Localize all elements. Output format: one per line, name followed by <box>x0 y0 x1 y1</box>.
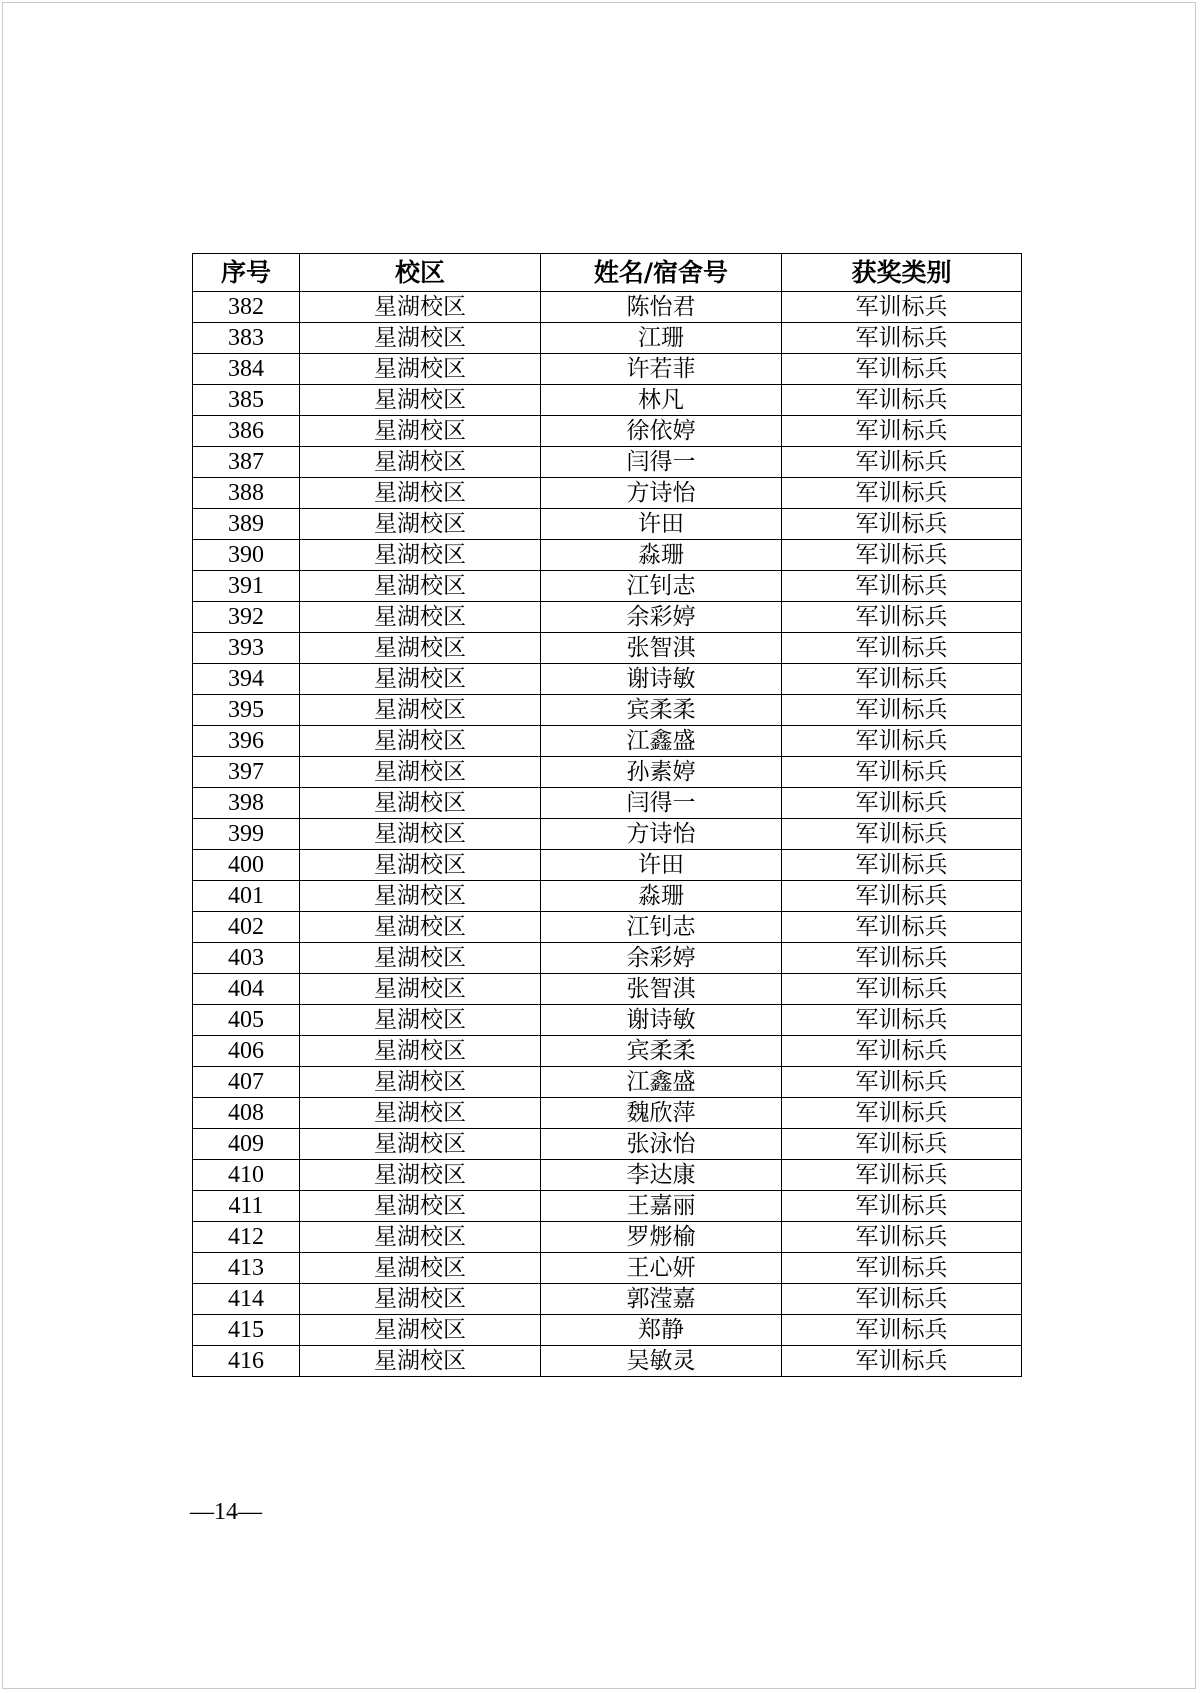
cell-name: 江钊志 <box>541 912 782 943</box>
cell-index: 407 <box>193 1067 300 1098</box>
cell-campus: 星湖校区 <box>300 850 541 881</box>
cell-campus: 星湖校区 <box>300 602 541 633</box>
cell-campus: 星湖校区 <box>300 385 541 416</box>
cell-index: 410 <box>193 1160 300 1191</box>
cell-index: 386 <box>193 416 300 447</box>
cell-name: 谢诗敏 <box>541 1005 782 1036</box>
header-campus: 校区 <box>300 254 541 292</box>
cell-name: 宾柔柔 <box>541 1036 782 1067</box>
cell-name: 江珊 <box>541 323 782 354</box>
cell-name: 徐依婷 <box>541 416 782 447</box>
table-row <box>193 1067 1022 1098</box>
cell-award: 军训标兵 <box>782 509 1022 540</box>
cell-campus: 星湖校区 <box>300 1284 541 1315</box>
cell-name: 方诗怡 <box>541 478 782 509</box>
cell-campus: 星湖校区 <box>300 1098 541 1129</box>
cell-award: 军训标兵 <box>782 1005 1022 1036</box>
table-row <box>193 819 1022 850</box>
cell-name: 陈怡君 <box>541 292 782 323</box>
cell-name: 闫得一 <box>541 788 782 819</box>
cell-index: 399 <box>193 819 300 850</box>
cell-campus: 星湖校区 <box>300 1346 541 1377</box>
cell-name: 郭滢嘉 <box>541 1284 782 1315</box>
cell-award: 军训标兵 <box>782 1036 1022 1067</box>
header-index: 序号 <box>193 254 300 292</box>
cell-award: 军训标兵 <box>782 881 1022 912</box>
table-row <box>193 757 1022 788</box>
cell-index: 383 <box>193 323 300 354</box>
table-row <box>193 695 1022 726</box>
cell-award: 军训标兵 <box>782 1315 1022 1346</box>
cell-name: 张智淇 <box>541 974 782 1005</box>
table-row <box>193 571 1022 602</box>
table-body <box>193 292 1022 1377</box>
cell-name: 林凡 <box>541 385 782 416</box>
cell-award: 军训标兵 <box>782 1098 1022 1129</box>
cell-index: 382 <box>193 292 300 323</box>
cell-award: 军训标兵 <box>782 292 1022 323</box>
table-row <box>193 633 1022 664</box>
table-row <box>193 881 1022 912</box>
cell-award: 军训标兵 <box>782 912 1022 943</box>
table-row <box>193 292 1022 323</box>
cell-name: 江鑫盛 <box>541 726 782 757</box>
cell-name: 许田 <box>541 509 782 540</box>
page-number: —14— <box>190 1499 262 1525</box>
cell-name: 江鑫盛 <box>541 1067 782 1098</box>
table-row <box>193 323 1022 354</box>
cell-index: 404 <box>193 974 300 1005</box>
cell-index: 400 <box>193 850 300 881</box>
cell-campus: 星湖校区 <box>300 1129 541 1160</box>
cell-campus: 星湖校区 <box>300 571 541 602</box>
table-row <box>193 478 1022 509</box>
cell-campus: 星湖校区 <box>300 1253 541 1284</box>
cell-campus: 星湖校区 <box>300 1315 541 1346</box>
table-row <box>193 385 1022 416</box>
cell-campus: 星湖校区 <box>300 416 541 447</box>
cell-award: 军训标兵 <box>782 695 1022 726</box>
cell-index: 416 <box>193 1346 300 1377</box>
cell-award: 军训标兵 <box>782 1067 1022 1098</box>
cell-name: 许若菲 <box>541 354 782 385</box>
table-row <box>193 1284 1022 1315</box>
cell-campus: 星湖校区 <box>300 695 541 726</box>
cell-campus: 星湖校区 <box>300 943 541 974</box>
cell-campus: 星湖校区 <box>300 757 541 788</box>
cell-index: 402 <box>193 912 300 943</box>
cell-campus: 星湖校区 <box>300 1222 541 1253</box>
cell-award: 军训标兵 <box>782 757 1022 788</box>
cell-index: 392 <box>193 602 300 633</box>
cell-award: 军训标兵 <box>782 1346 1022 1377</box>
table-row <box>193 1005 1022 1036</box>
cell-index: 388 <box>193 478 300 509</box>
award-table <box>192 253 1022 1377</box>
cell-name: 谢诗敏 <box>541 664 782 695</box>
table-row <box>193 1160 1022 1191</box>
cell-campus: 星湖校区 <box>300 354 541 385</box>
cell-index: 412 <box>193 1222 300 1253</box>
cell-index: 385 <box>193 385 300 416</box>
cell-index: 415 <box>193 1315 300 1346</box>
cell-campus: 星湖校区 <box>300 323 541 354</box>
table-row <box>193 602 1022 633</box>
cell-index: 398 <box>193 788 300 819</box>
cell-award: 军训标兵 <box>782 633 1022 664</box>
cell-award: 军训标兵 <box>782 1129 1022 1160</box>
cell-name: 方诗怡 <box>541 819 782 850</box>
table-row <box>193 354 1022 385</box>
table-row <box>193 1129 1022 1160</box>
table-row <box>193 912 1022 943</box>
table-row <box>193 509 1022 540</box>
cell-campus: 星湖校区 <box>300 1160 541 1191</box>
cell-award: 军训标兵 <box>782 819 1022 850</box>
cell-campus: 星湖校区 <box>300 1005 541 1036</box>
cell-index: 396 <box>193 726 300 757</box>
cell-campus: 星湖校区 <box>300 912 541 943</box>
cell-award: 军训标兵 <box>782 602 1022 633</box>
table-row <box>193 1253 1022 1284</box>
table-row <box>193 416 1022 447</box>
cell-name: 余彩婷 <box>541 602 782 633</box>
cell-award: 军训标兵 <box>782 1253 1022 1284</box>
cell-index: 414 <box>193 1284 300 1315</box>
cell-campus: 星湖校区 <box>300 633 541 664</box>
cell-campus: 星湖校区 <box>300 478 541 509</box>
cell-campus: 星湖校区 <box>300 664 541 695</box>
cell-award: 军训标兵 <box>782 850 1022 881</box>
cell-campus: 星湖校区 <box>300 1191 541 1222</box>
cell-name: 郑静 <box>541 1315 782 1346</box>
cell-name: 罗烿榆 <box>541 1222 782 1253</box>
table-row <box>193 1036 1022 1067</box>
cell-index: 403 <box>193 943 300 974</box>
cell-award: 军训标兵 <box>782 323 1022 354</box>
cell-award: 军训标兵 <box>782 1284 1022 1315</box>
cell-index: 397 <box>193 757 300 788</box>
cell-award: 军训标兵 <box>782 726 1022 757</box>
table-row <box>193 1098 1022 1129</box>
cell-index: 408 <box>193 1098 300 1129</box>
cell-award: 军训标兵 <box>782 385 1022 416</box>
cell-index: 394 <box>193 664 300 695</box>
cell-award: 军训标兵 <box>782 1160 1022 1191</box>
cell-name: 江钊志 <box>541 571 782 602</box>
cell-award: 军训标兵 <box>782 416 1022 447</box>
cell-name: 孙素婷 <box>541 757 782 788</box>
cell-name: 闫得一 <box>541 447 782 478</box>
cell-name: 淼珊 <box>541 540 782 571</box>
cell-award: 军训标兵 <box>782 943 1022 974</box>
cell-index: 384 <box>193 354 300 385</box>
table-row <box>193 447 1022 478</box>
cell-award: 军训标兵 <box>782 540 1022 571</box>
cell-index: 413 <box>193 1253 300 1284</box>
cell-index: 391 <box>193 571 300 602</box>
header-name: 姓名/宿舍号 <box>541 254 782 292</box>
cell-award: 军训标兵 <box>782 571 1022 602</box>
cell-campus: 星湖校区 <box>300 819 541 850</box>
cell-award: 军训标兵 <box>782 1222 1022 1253</box>
table-header-row <box>193 254 1022 292</box>
cell-name: 李达康 <box>541 1160 782 1191</box>
cell-name: 王嘉丽 <box>541 1191 782 1222</box>
table-row <box>193 664 1022 695</box>
cell-name: 许田 <box>541 850 782 881</box>
cell-campus: 星湖校区 <box>300 292 541 323</box>
cell-campus: 星湖校区 <box>300 1067 541 1098</box>
cell-campus: 星湖校区 <box>300 509 541 540</box>
cell-award: 军训标兵 <box>782 354 1022 385</box>
cell-award: 军训标兵 <box>782 1191 1022 1222</box>
table-row <box>193 1346 1022 1377</box>
table-row <box>193 943 1022 974</box>
cell-name: 吴敏灵 <box>541 1346 782 1377</box>
cell-campus: 星湖校区 <box>300 881 541 912</box>
cell-name: 张智淇 <box>541 633 782 664</box>
header-award: 获奖类别 <box>782 254 1022 292</box>
table-row <box>193 726 1022 757</box>
cell-award: 军训标兵 <box>782 664 1022 695</box>
cell-campus: 星湖校区 <box>300 540 541 571</box>
cell-name: 魏欣萍 <box>541 1098 782 1129</box>
cell-index: 390 <box>193 540 300 571</box>
cell-index: 393 <box>193 633 300 664</box>
cell-index: 409 <box>193 1129 300 1160</box>
table-row <box>193 1315 1022 1346</box>
cell-index: 387 <box>193 447 300 478</box>
cell-name: 淼珊 <box>541 881 782 912</box>
table-row <box>193 788 1022 819</box>
cell-index: 401 <box>193 881 300 912</box>
table-row <box>193 1191 1022 1222</box>
cell-award: 军训标兵 <box>782 478 1022 509</box>
cell-name: 宾柔柔 <box>541 695 782 726</box>
cell-index: 405 <box>193 1005 300 1036</box>
cell-campus: 星湖校区 <box>300 726 541 757</box>
table-row <box>193 1222 1022 1253</box>
cell-name: 张泳怡 <box>541 1129 782 1160</box>
cell-index: 389 <box>193 509 300 540</box>
table-row <box>193 974 1022 1005</box>
cell-name: 王心妍 <box>541 1253 782 1284</box>
cell-award: 军训标兵 <box>782 974 1022 1005</box>
cell-award: 军训标兵 <box>782 447 1022 478</box>
cell-index: 406 <box>193 1036 300 1067</box>
cell-campus: 星湖校区 <box>300 447 541 478</box>
table-row <box>193 540 1022 571</box>
cell-campus: 星湖校区 <box>300 1036 541 1067</box>
cell-index: 411 <box>193 1191 300 1222</box>
cell-index: 395 <box>193 695 300 726</box>
cell-campus: 星湖校区 <box>300 788 541 819</box>
cell-award: 军训标兵 <box>782 788 1022 819</box>
table-row <box>193 850 1022 881</box>
cell-campus: 星湖校区 <box>300 974 541 1005</box>
cell-name: 余彩婷 <box>541 943 782 974</box>
